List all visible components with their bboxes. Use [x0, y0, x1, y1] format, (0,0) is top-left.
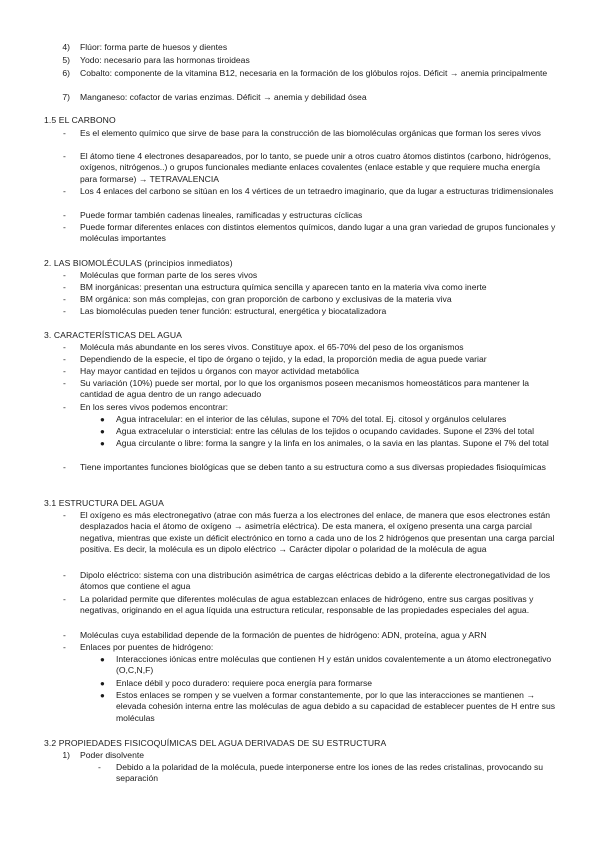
- dash-marker: -: [63, 462, 66, 472]
- dash-marker: -: [63, 342, 66, 352]
- list-number: 4): [62, 42, 70, 52]
- bullet-marker: ●: [100, 427, 105, 436]
- list-item: Tiene importantes funciones biológicas que se deben tanto a su estructura como a sus diversas propiedades fisioquímicas: [80, 462, 546, 472]
- dash-marker: -: [63, 378, 66, 388]
- bullet-marker: ●: [100, 415, 105, 424]
- bullet-marker: ●: [100, 439, 105, 448]
- list-item: Puede formar también cadenas lineales, ramificadas y estructuras cíclicas: [80, 210, 363, 220]
- list-item: Las biomoléculas pueden tener función: estructural, energética y biocatalizadora: [80, 306, 387, 316]
- dash-marker: -: [63, 306, 66, 316]
- list-item: Dependiendo de la especie, el tipo de órgano o tejido, y la edad, la proporción media de agua puede variar: [80, 354, 487, 364]
- dash-marker: -: [63, 270, 66, 280]
- dash-marker: -: [63, 151, 66, 161]
- list-number: 1): [62, 750, 70, 760]
- dash-marker: -: [63, 354, 66, 364]
- sub-heading-poder-disolvente: Poder disolvente: [80, 750, 145, 760]
- dash-marker: -: [63, 366, 66, 376]
- dash-marker: -: [63, 282, 66, 292]
- list-item: Cobalto: componente de la vitamina B12, necesaria en la formación de los glóbulos rojos. Déficit → anemia principalmente: [80, 68, 548, 78]
- bullet-item: Interacciones iónicas entre moléculas que contienen H y están unidos covalentemente a un átomo electronegativo (O,C,N,F): [116, 654, 552, 676]
- dash-marker: -: [63, 630, 66, 640]
- list-item: En los seres vivos podemos encontrar:: [80, 402, 229, 412]
- dash-marker: -: [63, 210, 66, 220]
- section-heading-estructura: 3.1 ESTRUCTURA DEL AGUA: [44, 498, 164, 508]
- dash-marker: -: [98, 762, 101, 772]
- dash-marker: -: [63, 642, 66, 652]
- list-item: Debido a la polaridad de la molécula, puede interponerse entre los iones de las redes cristalinas, provocando su separación: [116, 762, 544, 784]
- list-item: BM inorgánicas: presentan una estructura química sencilla y aparecen tanto en la materia viva como inerte: [80, 282, 487, 292]
- section-heading-agua: 3. CARACTERÍSTICAS DEL AGUA: [44, 330, 183, 340]
- list-item: Hay mayor cantidad en tejidos u órganos con mayor actividad metabólica: [80, 366, 359, 376]
- bullet-item: Estos enlaces se rompen y se vuelven a formar constantemente, por lo que las interacciones se mantienen → elevada cohesión interna entre las moléculas de agua debido a su capacidad de establecer puentes de H entre sus moléculas: [116, 690, 556, 723]
- list-item: Es el elemento químico que sirve de base para la construcción de las biomoléculas orgánicas que forman los seres vivos: [80, 128, 541, 138]
- list-number: 5): [62, 55, 70, 65]
- section-heading-propiedades: 3.2 PROPIEDADES FISICOQUÍMICAS DEL AGUA DERIVADAS DE SU ESTRUCTURA: [44, 738, 387, 748]
- dash-marker: -: [63, 510, 66, 520]
- list-number: 7): [62, 92, 70, 102]
- list-item: Molécula más abundante en los seres vivos. Constituye apox. el 65-70% del peso de los organismos: [80, 342, 464, 352]
- bullet-item: Agua circulante o libre: forma la sangre y la linfa en los animales, o la savia en las plantas. Supone el 7% del total: [116, 438, 549, 448]
- list-item: La polaridad permite que diferentes moléculas de agua establezcan enlaces de hidrógeno, entre sus cargas positivas y negativas, originando en el agua líquida una estructura reticular, responsable de las propiedades especiales del agua.: [80, 594, 534, 616]
- dash-marker: -: [63, 186, 66, 196]
- bullet-item: Agua extracelular o intersticial: entre las células de los tejidos o ocupando cavidades. Supone el 23% del total: [116, 426, 535, 436]
- list-item: Enlaces por puentes de hidrógeno:: [80, 642, 214, 652]
- list-item: Moléculas cuya estabilidad depende de la formación de puentes de hidrógeno: ADN, proteína, agua y ARN: [80, 630, 487, 640]
- bullet-item: Enlace débil y poco duradero: requiere poca energía para formarse: [116, 678, 373, 688]
- list-item: El oxígeno es más electronegativo (atrae con más fuerza a los electrones del enlace, de manera que esos electrones están desplazados hacia el átomo de oxígeno → asimetría eléctrica). De esta manera, el oxígeno presenta una carga parcial negativa, mientras que existe un déficit electrónico en torno a cada uno de los 2 hidrógenos que presentan una carga parcial positiva. Es decir, la molécula es un dipolo eléctrico → Carácter dipolar o polaridad de la molécula de agua: [80, 510, 555, 555]
- list-number: 6): [62, 68, 70, 78]
- list-item: BM orgánica: son más complejas, con gran proporción de carbono y exclusivas de la materia viva: [80, 294, 452, 304]
- bullet-item: Agua intracelular: en el interior de las células, supone el 70% del total. Ej. citosol y orgánulos celulares: [116, 414, 507, 424]
- dash-marker: -: [63, 294, 66, 304]
- list-item: Los 4 enlaces del carbono se sitúan en los 4 vértices de un tetraedro imaginario, que da lugar a estructuras tridimensionales: [80, 186, 554, 196]
- dash-marker: -: [63, 128, 66, 138]
- dash-marker: -: [63, 402, 66, 412]
- bullet-marker: ●: [100, 679, 105, 688]
- list-item: Flúor: forma parte de huesos y dientes: [80, 42, 228, 52]
- section-heading-carbono: 1.5 EL CARBONO: [44, 115, 116, 125]
- dash-marker: -: [63, 594, 66, 604]
- list-item: Dipolo eléctrico: sistema con una distribución asimétrica de cargas eléctricas debido a la diferente electronegatividad de los átomos que contiene el agua: [80, 570, 551, 592]
- bullet-marker: ●: [100, 655, 105, 664]
- section-heading-biomoleculas: 2. LAS BIOMOLÉCULAS (principios inmediatos): [44, 258, 233, 268]
- list-item: El átomo tiene 4 electrones desapareados, por lo tanto, se puede unir a otros cuatro átomos distintos (carbono, hidrógenos, oxígenos, nitrógenos..) o grupos funcionales mediante enlaces covalentes (enlace estable y que requiere mucha energía para formarse) → TETRAVALENCIA: [80, 151, 552, 184]
- dash-marker: -: [63, 222, 66, 232]
- list-item: Manganeso: cofactor de varias enzimas. Déficit → anemia y debilidad ósea: [80, 92, 367, 102]
- list-item: Moléculas que forman parte de los seres vivos: [80, 270, 258, 280]
- bullet-marker: ●: [100, 691, 105, 700]
- dash-marker: -: [63, 570, 66, 580]
- list-item: Puede formar diferentes enlaces con distintos elementos químicos, dando lugar a una gran variedad de grupos funcionales y moléculas importantes: [80, 222, 556, 244]
- list-item: Yodo: necesario para las hormonas tiroideas: [80, 55, 250, 65]
- list-item: Su variación (10%) puede ser mortal, por lo que los organismos poseen mecanismos homeostáticos para mantener la cantidad de agua dentro de un rango adecuado: [80, 378, 530, 400]
